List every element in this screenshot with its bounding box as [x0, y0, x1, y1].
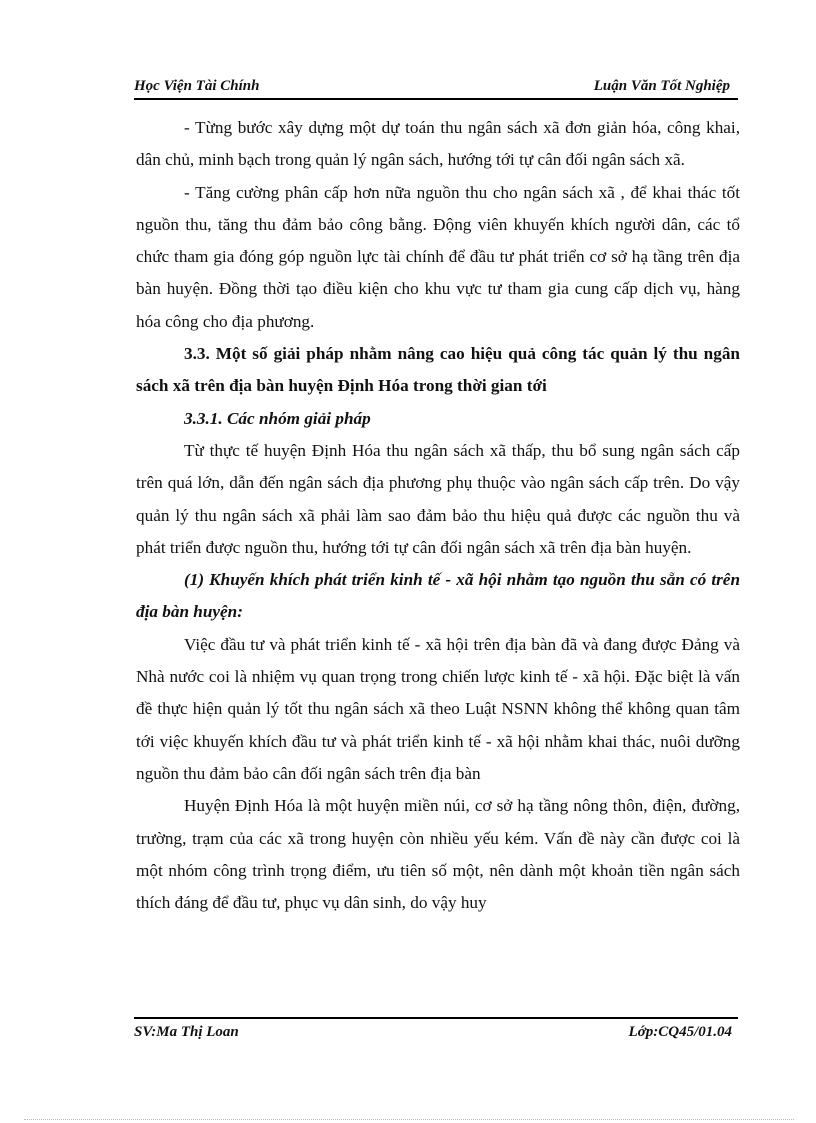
page-body [136, 112, 740, 919]
page-header [134, 76, 738, 100]
body-paragraph-3: Huyện Định Hóa là một huyện miền núi, cơ sở hạ tầng nông thôn, điện, đường, trường, trạm của các xã trong huyện còn nhiều yếu kém. Vấn đề này cần được coi là một nhóm công trình trọng điểm, ưu tiên số một, nên dành một khoản tiền ngân sách thích đáng để đầu tư, phục vụ dân sinh, do vậy huy [136, 796, 740, 913]
solution-heading-1: (1) Khuyến khích phát triển kinh tế - xã hội nhằm tạo nguồn thu sẵn có trên địa bàn huyện: [136, 570, 740, 622]
section-heading-3-3: 3.3. Một số giải pháp nhằm nâng cao hiệu quả công tác quản lý thu ngân sách xã trên địa bàn huyện Định Hóa trong thời gian tới [136, 344, 740, 396]
page-bottom-divider [24, 1119, 794, 1120]
body-paragraph-2: Việc đầu tư và phát triển kinh tế - xã hội trên địa bàn đã và đang được Đảng và Nhà nước coi là nhiệm vụ quan trọng trong chiến lược kinh tế - xã hội. Đặc biệt là vấn đề thực hiện quản lý tốt thu ngân sách xã theo Luật NSNN không thể không quan tâm tới việc khuyến khích đầu tư và phát triển kinh tế - xã hội nhằm khai thác, nuôi dưỡng nguồn thu đảm bảo cân đối ngân sách trên địa bàn [136, 634, 740, 783]
header-document-type: Luận Văn Tốt Nghiệp [593, 78, 730, 94]
body-paragraph-1: Từ thực tế huyện Định Hóa thu ngân sách xã thấp, thu bổ sung ngân sách cấp trên quá lớn, dẫn đến ngân sách địa phương phụ thuộc vào ngân sách cấp trên. Do vậy quản lý thu ngân sách xã phải làm sao đảm bảo thu hiệu quả được các nguồn thu và phát triển được nguồn thu, hướng tới tự cân đối ngân sách xã trên địa bàn huyện. [136, 440, 740, 557]
bullet-paragraph-1: - Từng bước xây dựng một dự toán thu ngân sách xã đơn giản hóa, công khai, dân chủ, minh bạch trong quản lý ngân sách, hướng tới tự cân đối ngân sách xã. [136, 118, 740, 170]
page-footer [134, 1017, 738, 1043]
header-institution: Học Viện Tài Chính [134, 78, 260, 94]
footer-class-code: Lớp:CQ45/01.04 [628, 1024, 732, 1040]
footer-student-name: SV:Ma Thị Loan [134, 1024, 239, 1040]
subsection-heading-3-3-1: 3.3.1. Các nhóm giải pháp [184, 408, 371, 428]
bullet-paragraph-2: - Tăng cường phân cấp hơn nữa nguồn thu cho ngân sách xã , để khai thác tốt nguồn thu, tăng thu đảm bảo công bằng. Động viên khuyến khích người dân, các tổ chức tham gia đóng góp nguồn lực tài chính để đầu tư phát triển cơ sở hạ tầng trên địa bàn huyện. Đồng thời tạo điều kiện cho khu vực tư tham gia cung cấp dịch vụ, hàng hóa công cho địa phương. [136, 182, 740, 331]
